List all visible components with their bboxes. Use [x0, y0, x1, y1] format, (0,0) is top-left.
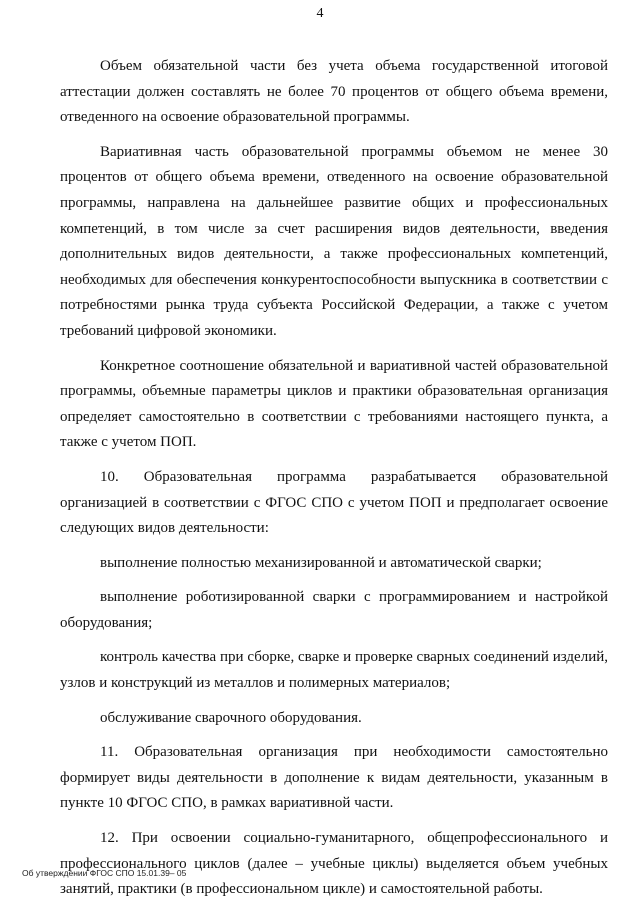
document-body — [60, 54, 608, 912]
paragraph-item-12: 12. При освоении социально-гуманитарного, общепрофессионального и профессионального циклов (далее – учебные циклы) выделяется объем учебных занятий, практики (в профессиональном цикле) и самостоятельной работы. — [60, 830, 608, 898]
list-item-activity-3: контроль качества при сборке, сварке и проверке сварных соединений изделий, узлов и конструкций из металлов и полимерных материалов; — [60, 649, 608, 692]
list-item-activity-1: выполнение полностью механизированной и автоматической сварки; — [100, 554, 542, 571]
paragraph-item-10: 10. Образовательная программа разрабатывается образовательной организацией в соответствии с ФГОС СПО с учетом ПОП и предполагает освоение следующих видов деятельности: — [60, 468, 608, 537]
page-number: 4 — [316, 6, 324, 21]
paragraph-ratio: Конкретное соотношение обязательной и вариативной частей образовательной программы, объемные параметры циклов и практики образовательная организация определяет самостоятельно в соответствии с требованиями настоящего пункта, а также с учетом ПОП. — [60, 357, 608, 451]
paragraph-mandatory-part: Объем обязательной части без учета объема государственной итоговой аттестации должен составлять не более 70 процентов от общего объема времени, отведенного на освоение образовательной программы. — [60, 58, 608, 126]
list-item-activity-2: выполнение роботизированной сварки с программированием и настройкой оборудования; — [60, 589, 608, 631]
page-footer: Об утверждении ФГОС СПО 15.01.39– 05 — [22, 868, 187, 878]
paragraph-variable-part: Вариативная часть образовательной программы объемом не менее 30 процентов от общего объема времени, отведенного на освоение образовательной программы, направлена на дальнейшее развитие общих и профессиональных компетенций, в том числе за счет расширения видов деятельности, введения дополнительных видов деятельности, а также профессиональных компетенций, необходимых для обеспечения конкурентоспособности выпускника в соответствии с потребностями рынка труда субъекта Российской Федерации, а также с учетом требований цифровой экономики. — [60, 143, 608, 339]
list-item-activity-4: обслуживание сварочного оборудования. — [100, 709, 362, 726]
paragraph-item-11: 11. Образовательная организация при необходимости самостоятельно формирует виды деятельности в дополнение к видам деятельности, указанным в пункте 10 ФГОС СПО, в рамках вариативной части. — [60, 744, 608, 812]
